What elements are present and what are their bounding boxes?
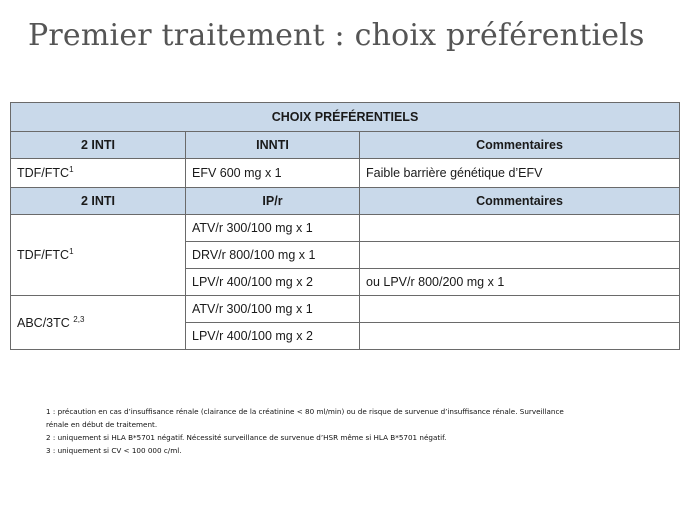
section1-header-row [11, 132, 680, 159]
regimen-table [10, 102, 680, 350]
table-caption: CHOIX PRÉFÉRENTIELS [11, 103, 680, 132]
footnote-line: 3 : uniquement si CV < 100 000 c/ml. [46, 446, 182, 455]
column-header: 2 INTI [11, 132, 186, 159]
drug-cell: LPV/r 400/100 mg x 2 [186, 323, 360, 350]
drug-cell: ATV/r 300/100 mg x 1 [186, 296, 360, 323]
comment-cell [360, 215, 680, 242]
footnote-line: 1 : précaution en cas d’insuffisance rénale (clairance de la créatinine < 80 ml/min) ou de risque de survenue d’insuffisance rénale. Surveillance [46, 407, 564, 416]
footnote-line: 2 : uniquement si HLA B*5701 négatif. Nécessité surveillance de survenue d’HSR même si HLA B*5701 négatif. [46, 433, 447, 442]
drug-cell: DRV/r 800/100 mg x 1 [186, 242, 360, 269]
table-caption-row [11, 103, 680, 132]
footnote-line: rénale en début de traitement. [46, 420, 158, 429]
comment-cell: ou LPV/r 800/200 mg x 1 [360, 269, 680, 296]
backbone-cell: ABC/3TC $^{2,3}$ [11, 296, 186, 350]
column-header: IP/r [186, 188, 360, 215]
table-row [11, 215, 680, 242]
footnotes [46, 405, 646, 457]
column-header: 2 INTI [11, 188, 186, 215]
drug-cell: LPV/r 400/100 mg x 2 [186, 269, 360, 296]
column-header: INNTI [186, 132, 360, 159]
comment-cell [360, 242, 680, 269]
drug-cell: ATV/r 300/100 mg x 1 [186, 215, 360, 242]
section2-header-row [11, 188, 680, 215]
table-row [11, 296, 680, 323]
slide-title: Premier traitement : choix préférentiels [28, 18, 645, 53]
table-row [11, 159, 680, 188]
drug-cell: EFV 600 mg x 1 [186, 159, 360, 188]
column-header: Commentaires [360, 188, 680, 215]
backbone-cell: TDF/FTC$^1$ [11, 215, 186, 296]
comment-cell: Faible barrière génétique d’EFV [360, 159, 680, 188]
backbone-cell: TDF/FTC$^1$ [11, 159, 186, 188]
comment-cell [360, 296, 680, 323]
column-header: Commentaires [360, 132, 680, 159]
comment-cell [360, 323, 680, 350]
